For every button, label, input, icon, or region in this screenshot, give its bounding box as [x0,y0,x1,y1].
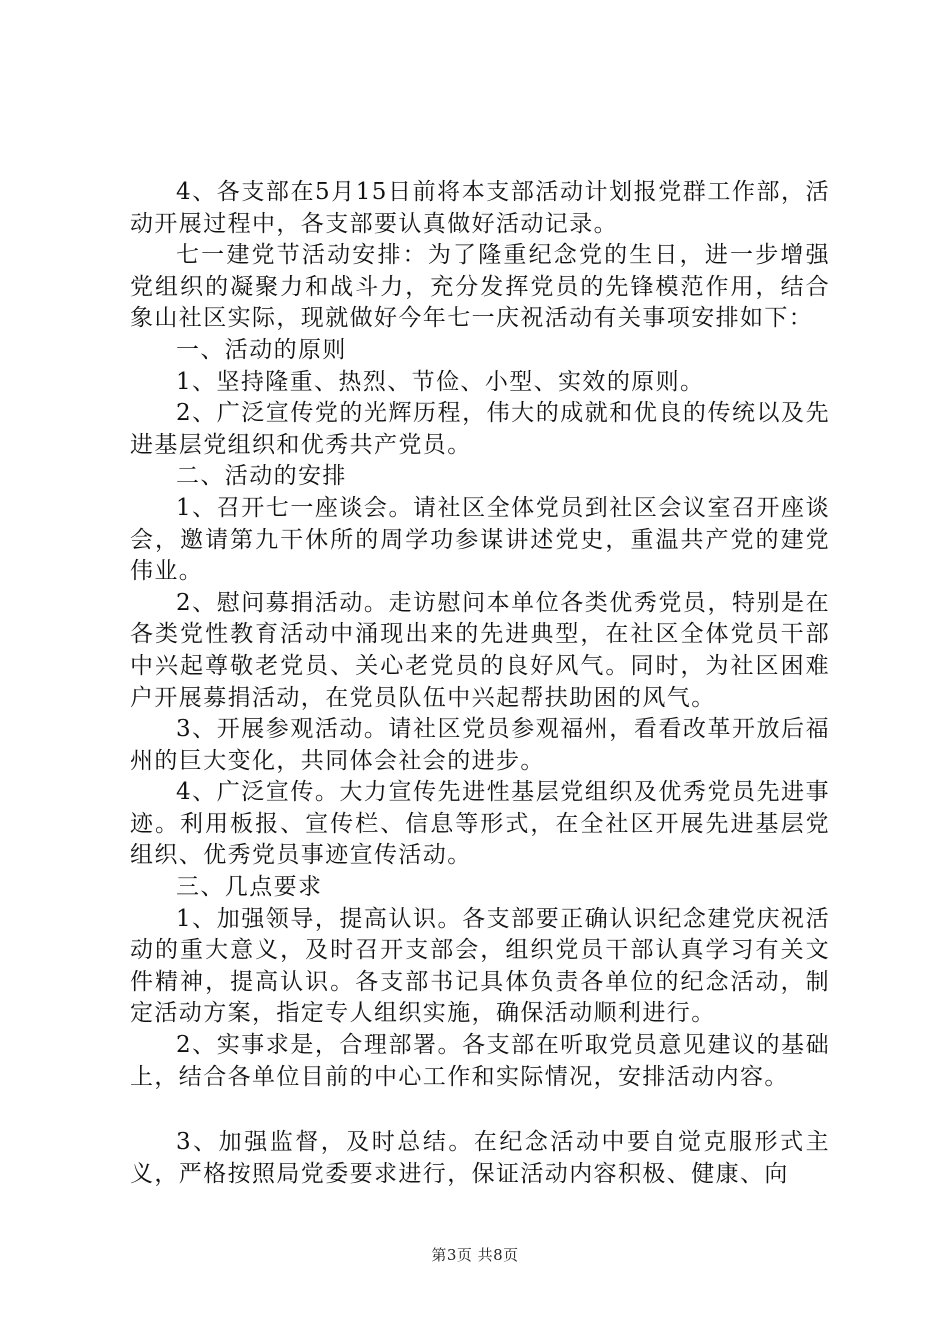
document-body [130,177,830,1190]
paragraph-july-first-intro: 七一建党节活动安排：为了隆重纪念党的生日，进一步增强党组织的凝聚力和战斗力，充分发挥党员的先锋模范作用，结合象山社区实际，现就做好今年七一庆祝活动有关事项安排如下： [130,242,830,332]
section-heading-requirements: 三、几点要求 [176,874,323,901]
paragraph-principle-1: 1、坚持隆重、热烈、节俭、小型、实效的原则。 [176,368,705,395]
page-number-footer: 第3页 共8页 [431,1246,519,1264]
paragraph-requirement-1: 1、加强领导，提高认识。各支部要正确认识纪念建党庆祝活动的重大意义，及时召开支部会，组织党员干部认真学习有关文件精神，提高认识。各支部书记具体负责各单位的纪念活动，制定活动方案，指定专人组织实施，确保活动顺利进行。 [130,905,830,1027]
paragraph-arrangement-1: 1、召开七一座谈会。请社区全体党员到社区会议室召开座谈会，邀请第九干休所的周学功参谋讲述党史，重温共产党的建党伟业。 [130,494,830,585]
paragraph-arrangement-3: 3、开展参观活动。请社区党员参观福州，看看改革开放后福州的巨大变化，共同体会社会的进步。 [130,716,830,774]
paragraph-requirement-3: 3、加强监督，及时总结。在纪念活动中要自觉克服形式主义，严格按照局党委要求进行，保证活动内容积极、健康、向 [130,1129,830,1187]
section-heading-principles: 一、活动的原则 [176,336,347,363]
paragraph-arrangement-4: 4、广泛宣传。大力宣传先进性基层党组织及优秀党员先进事迹。利用板报、宣传栏、信息等形式，在全社区开展先进基层党组织、优秀党员事迹宣传活动。 [130,779,830,869]
section-heading-arrangements: 二、活动的安排 [176,463,347,490]
paragraph-submit-plan: 4、各支部在5月15日前将本支部活动计划报党群工作部，活动开展过程中，各支部要认真做好活动记录。 [130,179,830,237]
paragraph-arrangement-2: 2、慰问募捐活动。走访慰问本单位各类优秀党员，特别是在各类党性教育活动中涌现出来的先进典型，在社区全体党员干部中兴起尊敬老党员、关心老党员的良好风气。同时，为社区困难户开展募捐活动，在党员队伍中兴起帮扶助困的风气。 [130,589,830,711]
paragraph-requirement-2: 2、实事求是，合理部署。各支部在听取党员意见建议的基础上，结合各单位目前的中心工作和实际情况，安排活动内容。 [130,1032,830,1090]
paragraph-principle-2: 2、广泛宣传党的光辉历程，伟大的成就和优良的传统以及先进基层党组织和优秀共产党员。 [130,400,830,458]
